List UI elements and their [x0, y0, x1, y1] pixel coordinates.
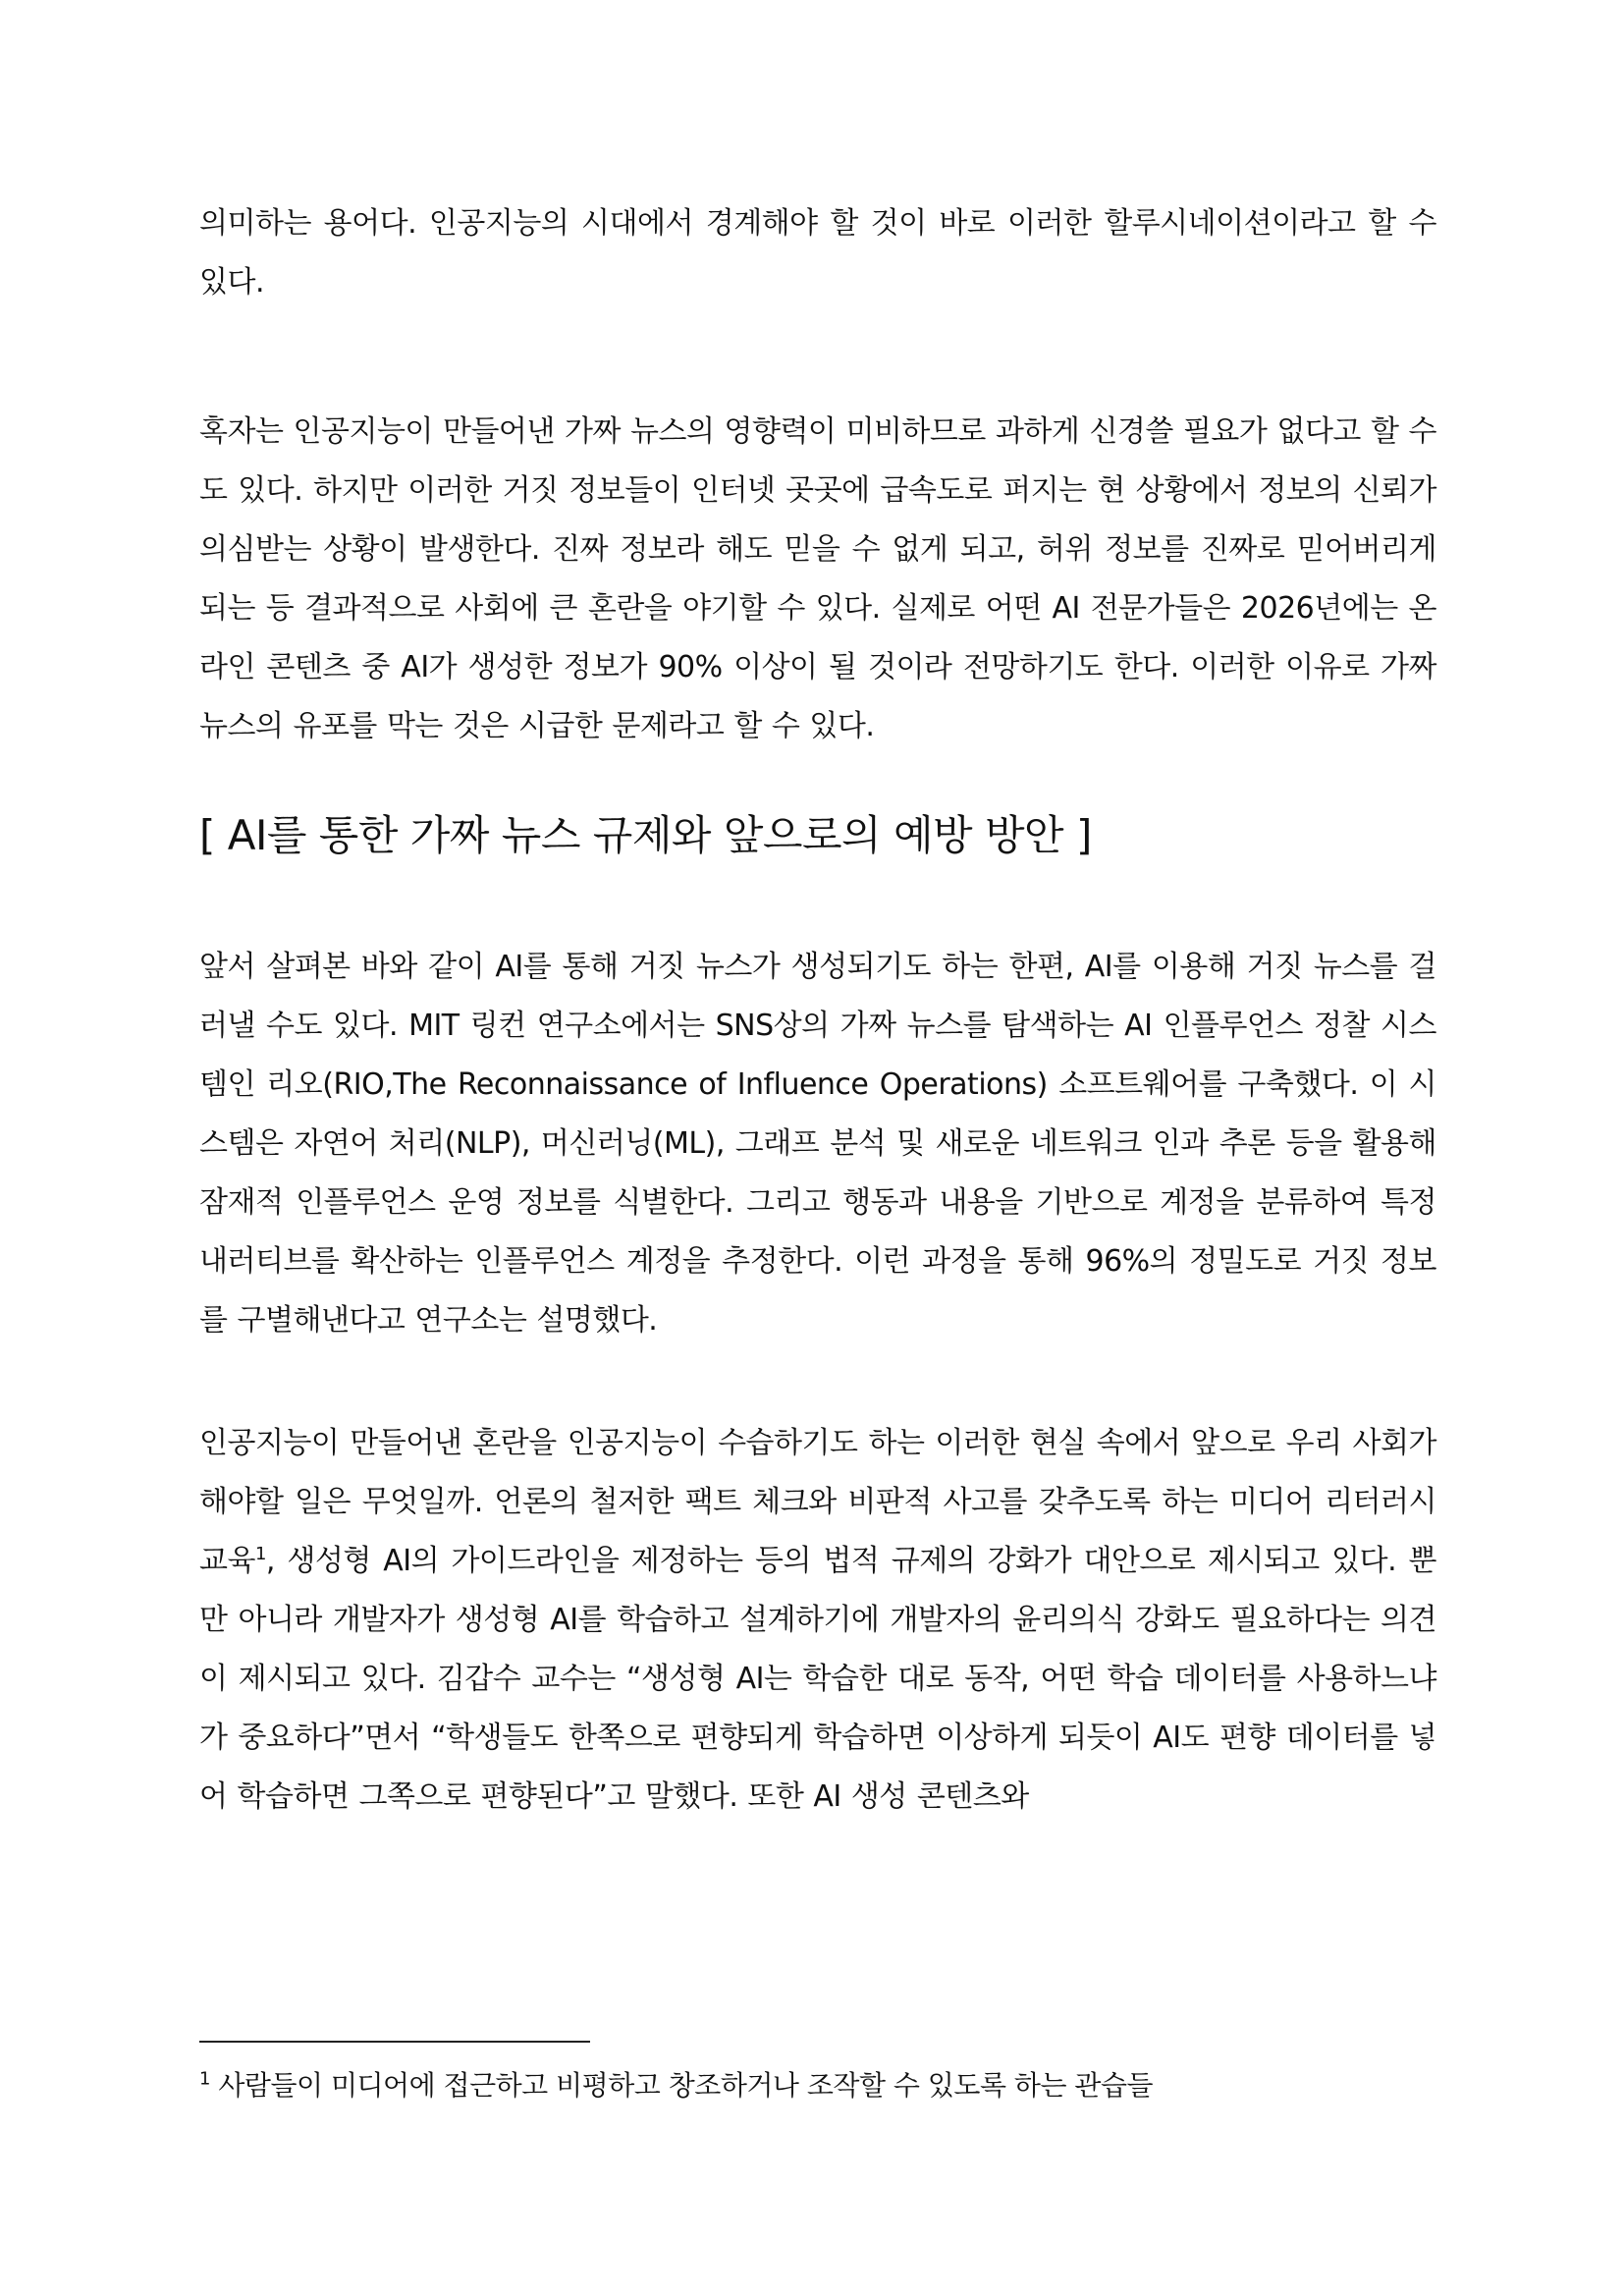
footnote-text: 사람들이 미디어에 접근하고 비평하고 창조하거나 조작할 수 있도록 하는 관습들 — [209, 2069, 1154, 2102]
footnote-divider — [199, 2041, 590, 2043]
paragraph-text-after-note: , 생성형 AI의 가이드라인을 제정하는 등의 법적 규제의 강화가 대안으로 제시되고 있다. 뿐만 아니라 개발자가 생성형 AI를 학습하고 설계하기에 개발자의 윤리의식 강화도 필요하다는 의견이 제시되고 있다. 김갑수 교수는 “생성형 AI는 학습한 대로 동작, 어떤 학습 데이터를 사용하느냐가 중요하다”면서 “학생들도 한쪽으로 편향되게 학습하면 이상하게 되듯이 AI도 편향 데이터를 넣어 학습하면 그쪽으로 편향된다”고 말했다. 또한 AI 생성 콘텐츠와 — [199, 1544, 1436, 1814]
paragraph-ai-detection: 앞서 살펴본 바와 같이 AI를 통해 거짓 뉴스가 생성되기도 하는 한편, AI를 이용해 거짓 뉴스를 걸러낼 수도 있다. MIT 링컨 연구소에서는 SNS상의 가짜 뉴스를 탐색하는 AI 인플루언스 정찰 시스템인 리오(RIO,The Reconnaissance of Influence Operations) 소프트웨어를 구축했다. 이 시스템은 자연어 처리(NLP), 머신러닝(ML), 그래프 분석 및 새로운 네트워크 인과 추론 등을 활용해 잠재적 인플루언스 운영 정보를 식별한다. 그리고 행동과 내용을 기반으로 계정을 분류하여 특정 내러티브를 확산하는 인플루언스 계정을 추정한다. 이런 과정을 통해 96%의 정밀도로 거짓 정보를 구별해낸다고 연구소는 설명했다. — [199, 950, 1436, 1338]
paragraph-future-measures — [199, 1414, 1436, 1827]
paragraph-intro: 의미하는 용어다. 인공지능의 시대에서 경계해야 할 것이 바로 이러한 할루시네이션이라고 할 수 있다. — [199, 206, 1436, 300]
paragraph-text-before-note: 인공지능이 만들어낸 혼란을 인공지능이 수습하기도 하는 이러한 현실 속에서 앞으로 우리 사회가 해야할 일은 무엇일까. 언론의 철저한 팩트 체크와 비판적 사고를 갖추도록 하는 미디어 리터러시 교육 — [199, 1426, 1436, 1578]
section-heading: [ AI를 통한 가짜 뉴스 규제와 앞으로의 예방 방안 ] — [199, 811, 1092, 859]
paragraph-fake-news-impact: 혹자는 인공지능이 만들어낸 가짜 뉴스의 영향력이 미비하므로 과하게 신경쓸 필요가 없다고 할 수도 있다. 하지만 이러한 거짓 정보들이 인터넷 곳곳에 급속도로 퍼지는 현 상황에서 정보의 신뢰가 의심받는 상황이 발생한다. 진짜 정보라 해도 믿을 수 없게 되고, 허위 정보를 진짜로 믿어버리게 되는 등 결과적으로 사회에 큰 혼란을 야기할 수 있다. 실제로 어떤 AI 전문가들은 2026년에는 온라인 콘텐츠 중 AI가 생성한 정보가 90% 이상이 될 것이라 전망하기도 한다. 이러한 이유로 가짜 뉴스의 유포를 막는 것은 시급한 문제라고 할 수 있다. — [199, 414, 1437, 743]
footnote-reference[interactable]: 1 — [254, 1544, 266, 1564]
footnote-marker: 1 — [199, 2068, 210, 2090]
footnote — [199, 2068, 1153, 2104]
